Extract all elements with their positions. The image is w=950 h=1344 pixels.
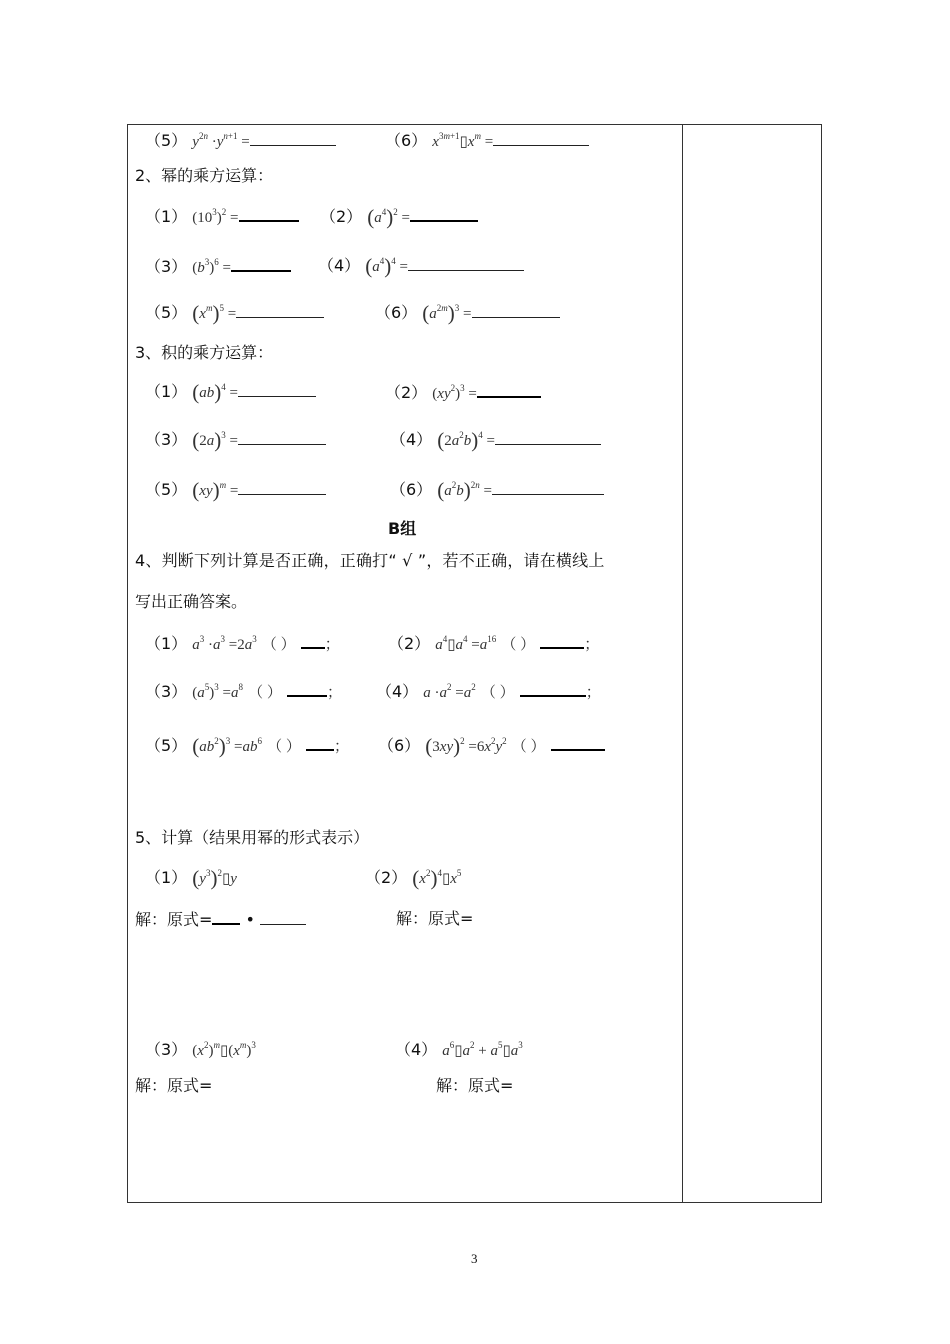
answer-blank[interactable]	[238, 430, 326, 445]
answer-blank[interactable]	[231, 256, 291, 272]
exercise-2-4: （4） $(a^4)^4$ =	[318, 256, 524, 277]
answer-blank[interactable]	[408, 256, 524, 271]
answer-blank[interactable]	[306, 735, 334, 751]
answer-5-3: 解：原式=	[135, 1076, 213, 1095]
exercise-2-3: （3） $(b^3)^6$ =	[145, 256, 291, 278]
answer-blank[interactable]	[410, 206, 478, 222]
exercise-1-6: （6） $x^{3m+1}▯x^m$ =	[385, 131, 589, 152]
answer-blank[interactable]	[238, 480, 326, 495]
exercise-4-4: （4） $a \cdot a^2 =a^2$ （ ） ；	[376, 682, 601, 701]
exercise-5-4: （4） $a^6▯a^2$ + $a^5▯a^3$	[395, 1040, 523, 1059]
exercise-3-4: （4） $(2a^2b)^4$ =	[390, 430, 601, 451]
exercise-3-1: （1） (ab)$^4$ =	[145, 382, 316, 403]
table-column-divider	[682, 124, 683, 1203]
section-5-title: 5、计算（结果用幂的形式表示）	[135, 828, 370, 847]
exercise-5-2: （2） $(x^2)^4▯x^5$	[365, 866, 462, 890]
group-b-heading: B组	[388, 519, 417, 538]
answer-blank[interactable]	[236, 303, 324, 318]
exercise-1-5: （5） $y^{2n} \cdot y^{n+1}$ =	[145, 131, 336, 152]
exercise-4-2: （2） $a^4▯a^4 =a^{16}$ （ ） ；	[388, 634, 600, 653]
exercise-2-5: （5） $(x^m)^5$ =	[145, 303, 324, 324]
exercise-4-1: （1） $a^3 \cdot a^3 =2a^3$ （ ） ；	[145, 634, 340, 653]
exercise-3-5: （5） (xy)$^m$ =	[145, 480, 326, 501]
answer-blank[interactable]	[551, 735, 605, 751]
answer-blank[interactable]	[493, 131, 589, 146]
answer-blank[interactable]	[472, 303, 560, 318]
answer-5-2: 解：原式=	[396, 909, 474, 928]
exercise-2-6: （6） $(a^{2m})^3$ =	[375, 303, 560, 324]
section-3-title: 3、积的乘方运算：	[135, 343, 274, 362]
answer-blank[interactable]	[540, 633, 584, 649]
answer-blank[interactable]	[520, 681, 586, 697]
exercise-4-5: （5） $(ab^2)^3 =ab^6$ （ ） ；	[145, 734, 349, 758]
answer-blank[interactable]	[495, 430, 601, 445]
section-4-line-1: 4、判断下列计算是否正确，正确打“ √ ”，若不正确，请在横线上	[135, 551, 605, 570]
answer-blank[interactable]	[212, 909, 240, 925]
section-4-line-2: 写出正确答案。	[135, 592, 248, 611]
answer-blank[interactable]	[250, 131, 336, 146]
exercise-4-6: （6） $(3xy)^2 =6x^2y^2$ （ ）	[378, 735, 605, 757]
answer-5-1: 解：原式= •	[135, 909, 306, 930]
answer-blank[interactable]	[260, 910, 306, 925]
exercise-2-2: （2） $(a^4)^2$ =	[320, 206, 478, 228]
answer-blank[interactable]	[239, 206, 299, 222]
answer-blank[interactable]	[287, 681, 327, 697]
answer-blank[interactable]	[238, 382, 316, 397]
section-2-title: 2、幂的乘方运算：	[135, 166, 274, 185]
answer-blank[interactable]	[492, 480, 604, 495]
exercise-5-1: （1） $(y^3)^2▯y$	[145, 866, 237, 890]
page-number: 3	[471, 1251, 478, 1266]
exercise-3-2: （2） $(xy^2)^3$ =	[385, 382, 541, 404]
answer-5-4: 解：原式=	[436, 1076, 514, 1095]
exercise-5-3: （3） $(x^2)^m▯(x^m)^3$	[145, 1040, 256, 1059]
exercise-3-3: （3） $(2a)^3$ =	[145, 430, 326, 451]
answer-blank[interactable]	[301, 633, 325, 649]
exercise-3-6: （6） $(a^2b)^{2n}$ =	[390, 480, 604, 501]
exercise-4-3: （3） $(a^5)^3 =a^8$ （ ） ；	[145, 682, 342, 701]
exercise-2-1: （1） $(10^3)^2$ =	[145, 206, 299, 228]
answer-blank[interactable]	[477, 382, 541, 398]
